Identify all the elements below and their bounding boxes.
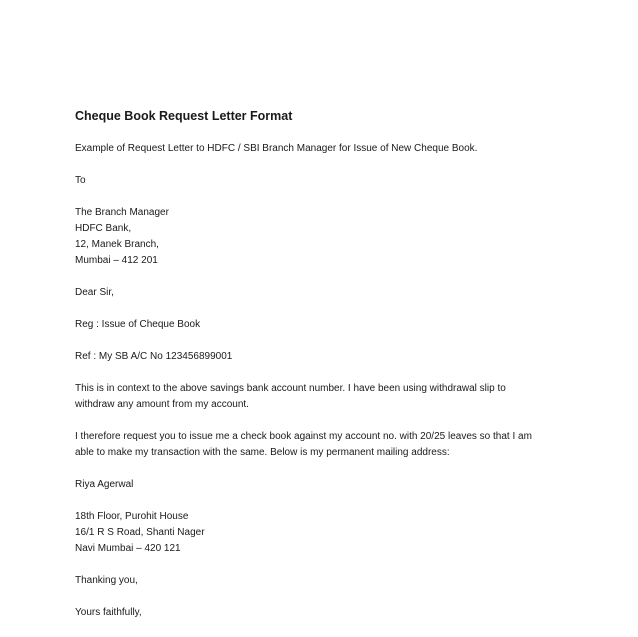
sender-address xyxy=(75,509,575,557)
sender-address-line-3: Navi Mumbai – 420 121 xyxy=(75,543,181,554)
intro-paragraph: Example of Request Letter to HDFC / SBI Branch Manager for Issue of New Cheque Book. xyxy=(75,143,478,154)
body-paragraph-1 xyxy=(75,381,575,413)
document-title: Cheque Book Request Letter Format xyxy=(75,109,293,123)
sender-address-line-2: 16/1 R S Road, Shanti Nager xyxy=(75,527,205,538)
letter-page xyxy=(75,108,575,637)
recipient-line-1: The Branch Manager xyxy=(75,207,169,218)
closing-line: Yours faithfully, xyxy=(75,607,142,618)
thanks-line: Thanking you, xyxy=(75,575,138,586)
reg-line: Reg : Issue of Cheque Book xyxy=(75,319,201,330)
recipient-line-2: HDFC Bank, xyxy=(75,223,132,234)
body-1-line-1: This is in context to the above savings bank account number. I have been using withdrawal slip to xyxy=(75,383,506,394)
recipient-line-4: Mumbai – 412 201 xyxy=(75,255,158,266)
body-paragraph-2 xyxy=(75,429,575,461)
to-line: To xyxy=(75,175,86,186)
body-1-line-2: withdraw any amount from my account. xyxy=(75,399,249,410)
recipient-line-3: 12, Manek Branch, xyxy=(75,239,159,250)
sender-name: Riya Agerwal xyxy=(75,479,134,490)
ref-line: Ref : My SB A/C No 123456899001 xyxy=(75,351,233,362)
body-2-line-1: I therefore request you to issue me a check book against my account no. with 20/25 leaves so that I am xyxy=(75,431,532,442)
salutation: Dear Sir, xyxy=(75,287,114,298)
body-2-line-2: able to make my transaction with the same. Below is my permanent mailing address: xyxy=(75,447,450,458)
sender-address-line-1: 18th Floor, Purohit House xyxy=(75,511,189,522)
recipient-address xyxy=(75,205,575,269)
